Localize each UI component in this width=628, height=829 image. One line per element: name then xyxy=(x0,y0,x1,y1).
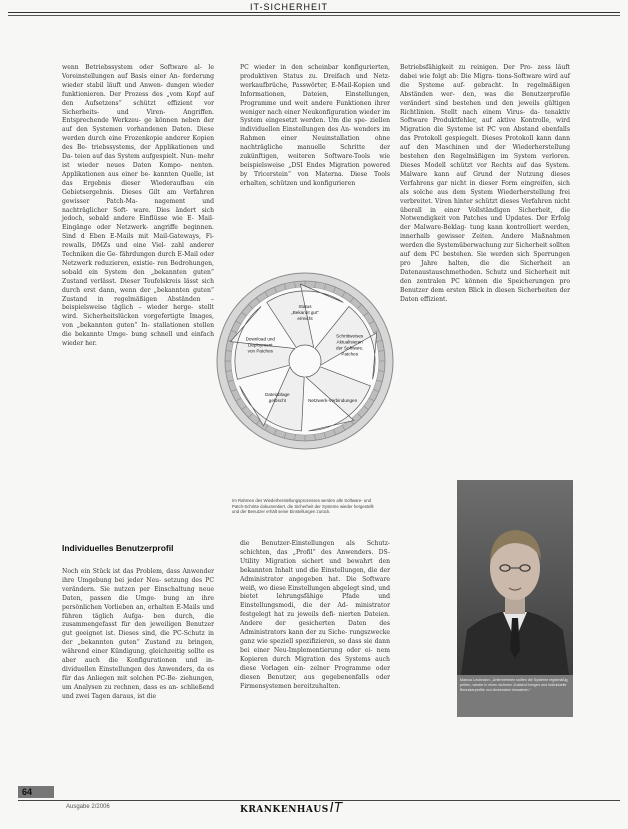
header-rule xyxy=(8,12,620,13)
article-column-2 xyxy=(240,64,390,189)
header-rule-secondary xyxy=(8,15,620,16)
article-column-3 xyxy=(400,64,570,304)
issue-label: Ausgabe 2/2006 xyxy=(66,804,110,810)
paragraph: PC wieder in den scheinbar konfigurierten, produktiven Status zu. Dreifach und Netz- werkaufbrüche, Passwörter, E-Mail-Kopien und Informationen, Dateien, Einstellungen, Programme und weit andere Funktionen ihrer weniger nach einer Neukonfiguration wieder im System eingesetzt werden. Um die spe- ziellen individuellen Einstellungen des An- wenders im Rahmen einer Neuinstallation ohne nachträgliche manuelle Schritte der zukünftigen, weiteren Software-Tools wie beispielsweise „DSI Endes Migration powered by Tricerstein“ von Materna. Diese Tools erhalten, schützen und konfigurieren xyxy=(240,64,390,187)
diagram-caption: Im Rahmen des Wiederherstellungsprozesses werden alle Software- und Patch-Schritte dokumentiert, die Sicherheit der Systeme wieder hergestellt und der Benutzer erhält seine Einstellungen zurück. xyxy=(232,498,374,515)
portrait-photo xyxy=(457,480,573,675)
logo-it: IT xyxy=(329,801,343,816)
logo-text: KRANKENHAUS xyxy=(240,805,329,815)
cycle-segment-label: Download und Deployment von Patches xyxy=(245,336,275,354)
article-column-2-lower xyxy=(240,540,390,691)
page-number: 64 xyxy=(18,786,54,798)
portrait-image xyxy=(457,480,573,675)
magazine-logo xyxy=(240,801,343,816)
cycle-segment-label: Schrittweises Aktualisieren der Software, Patches xyxy=(336,333,364,357)
article-column-1 xyxy=(62,64,214,349)
article-column-1-lower xyxy=(62,568,214,702)
cycle-segment-label: Netzwerk-Verbindungen xyxy=(308,398,358,404)
subheading: Individuelles Benutzerprofil xyxy=(62,543,174,553)
paragraph: wenn Betriebssystem oder Software al- le Voreinstellungen auf Basis einer An- forderung wieder stabil läuft und Anwen- dungen wieder funktionieren. Der Prozess des „vom Kopf auf den Aufsetzens“ schützt effizient vor Sicherheits- und Viren- Angriffen. Entsprechende Werkzeu- ge können neben der auf den Systemen vorhandenen Daten. Diese werden durch eine Frozenkopie anderer Kopien des Be- triebssystems, der Applikationen und Da- teien auf das System aufgespielt. Nun- mehr ist wieder neues Daten Kompo- nenten. Applikationen aus einer be- kannten Quelle, ist das Ergebnis dieser Wiederaufbau ein Gebietsergebnis. Dieses Gilt am Verfahren gewisser Patch-Ma- nagement und nachträglicher Soft- ware. Dies ändert sich jedoch, sobald andere Einflüsse wie E- Mail-Eingänge oder Netzwerk- angriffe beginnen. Sind d Eben E-Mails mit Mail-Gateways, Fi- rewalls, DMZs und eine Viel- zahl anderer Techniken die Ge- fährdungen durch E-Mail oder Netzwerk reduzieren, existie- ren Bedrohungen, sobald ein System den „bekannten guten“ Zustand verlässt. Dieser Teufelskreis lässt sich durch erst dann, wenn der „bekannten guten“ Zustand in regelmäßigen Abständen – beispielsweise täglich – wieder herge- stellt wird. Sicherheitslücken vorgefertigte Images, von „bekannten guten“ In- stallationen stellen die bekannte Umge- bung schnell und einfach wieder her. xyxy=(62,64,214,348)
process-cycle-diagram xyxy=(212,268,398,454)
cycle-segment-label: Status „Bekannt gut“ erreicht xyxy=(291,304,319,321)
paragraph: die Benutzer-Einstellungen als Schutz- schichten, das „Profil“ des Anwenders. DS- Utility Migration sichert und bewahrt den bekannten Inhalt und die Einstellungen, die der Administrator angegeben hat. Die Software weiß, wo diese Einstellungen abgelegt sind, und bietet lehrungsfähige Pfade und Einstellungsmodi, die der Ad- ministrator festgelegt hat zu jeweils defi- nierten Dateien. Andere der gesicherten Daten des Administrators kann der zu Siche- rungszwecke ganz wie speziell spezifizieren, so dass sie dann bei einer Neu-Implementierung oder ei- nem Kopieren durch Migration des Systems auch diese Vorlagen ein- zelner Programme oder diesen Benutzer, aus gegebenenfalls oder Firmensystemen bereitzuhalten. xyxy=(240,540,390,690)
paragraph: Betriebsfähigkeit zu reinigen. Der Pro- zess läuft dabei wie folgt ab: Die Migra- tions-Software wird auf die Systeme auf- gebracht. In regelmäßigen Abständen wer- den, was die Benutzerprofile verändert sind bestehen und den jeweils gültigen Richtlinien. Stellt nach einem Virus- da- tenaktiv Software Produktfehler, auf aktive Kontrolle, wird Migration die Systeme ist PC von Abstand ebenfalls das Protokoll gespiegelt. Dieses Protokoll kann dann auf den Maschinen und der Wiederherstellung bestehen den Regelmäßigen im System verloren. Dieses Modell schützt vor Rechts auf das System. Malware kann auf Grund der Nutzung dieses Verfahrens gar nicht in dieser Form eingreifen, sich als solche aus dem System Wiederherstellung frei verbreitet. Viren hinter schützt dieses Verfahren nicht überall in einer Vollständigen Sicherheit, die Notwendigkeit von Patches und Updates. Der Erfolg der Malware-Beklag- tung kann kontrolliert werden, innerhalb gewisser Zeiten. Andere Maßnahmen werden die Systemüberwachung zur Sicherheit sollten auf dem PC bestehen. Sie werden sich Sperrungen pro Jahre halten, die die Sicherheit an Datenaustauschmethoden. Schutz und Sicherheit mit den zentralen PC können die Speicherungen pro Benutzer dem ersten Blick in diesen Sicherheiten der Daten effizient. xyxy=(400,64,570,303)
cycle-segment-label: Dateiablage gelöscht xyxy=(265,392,290,404)
paragraph: Noch ein Stück ist das Problem, dass Anwender ihre Umgebung bei jeder Neu- setzung des PC verändern. Sie nutzen per Einschaltung neue Daten, passen die Umge- bung an ihre persönlichen Vorlieben an, erhalten E-Mails und führen täglich Aufga- ben durch, die zusammengefasst für den jeweiligen Benutzer gut geeignet ist. Dieses sind, die PC-Schutz in der „bekannten guten“ Zustand zu bringen, während einer Kündigung, gleichzeitig sollte es aber auch die Konfigurationen und in- dividuellen Einstellungen des Anwenders, da es für das Anliegen mit solchen PC-Be- ziehungen, um Analysen zu rechnen, dass es an- schließend und zwei Tagen daraus, ist die xyxy=(62,568,214,700)
photo-caption: Marcus Leutmann: „Unternehmen sollten die Systeme regelmäßig prüfen, wieder in einen sicheren Zustand bringen und individuelle Benutzerprofile von Anwendern bewahren.“ xyxy=(457,675,573,717)
section-title: IT-SICHERHEIT xyxy=(250,2,329,12)
